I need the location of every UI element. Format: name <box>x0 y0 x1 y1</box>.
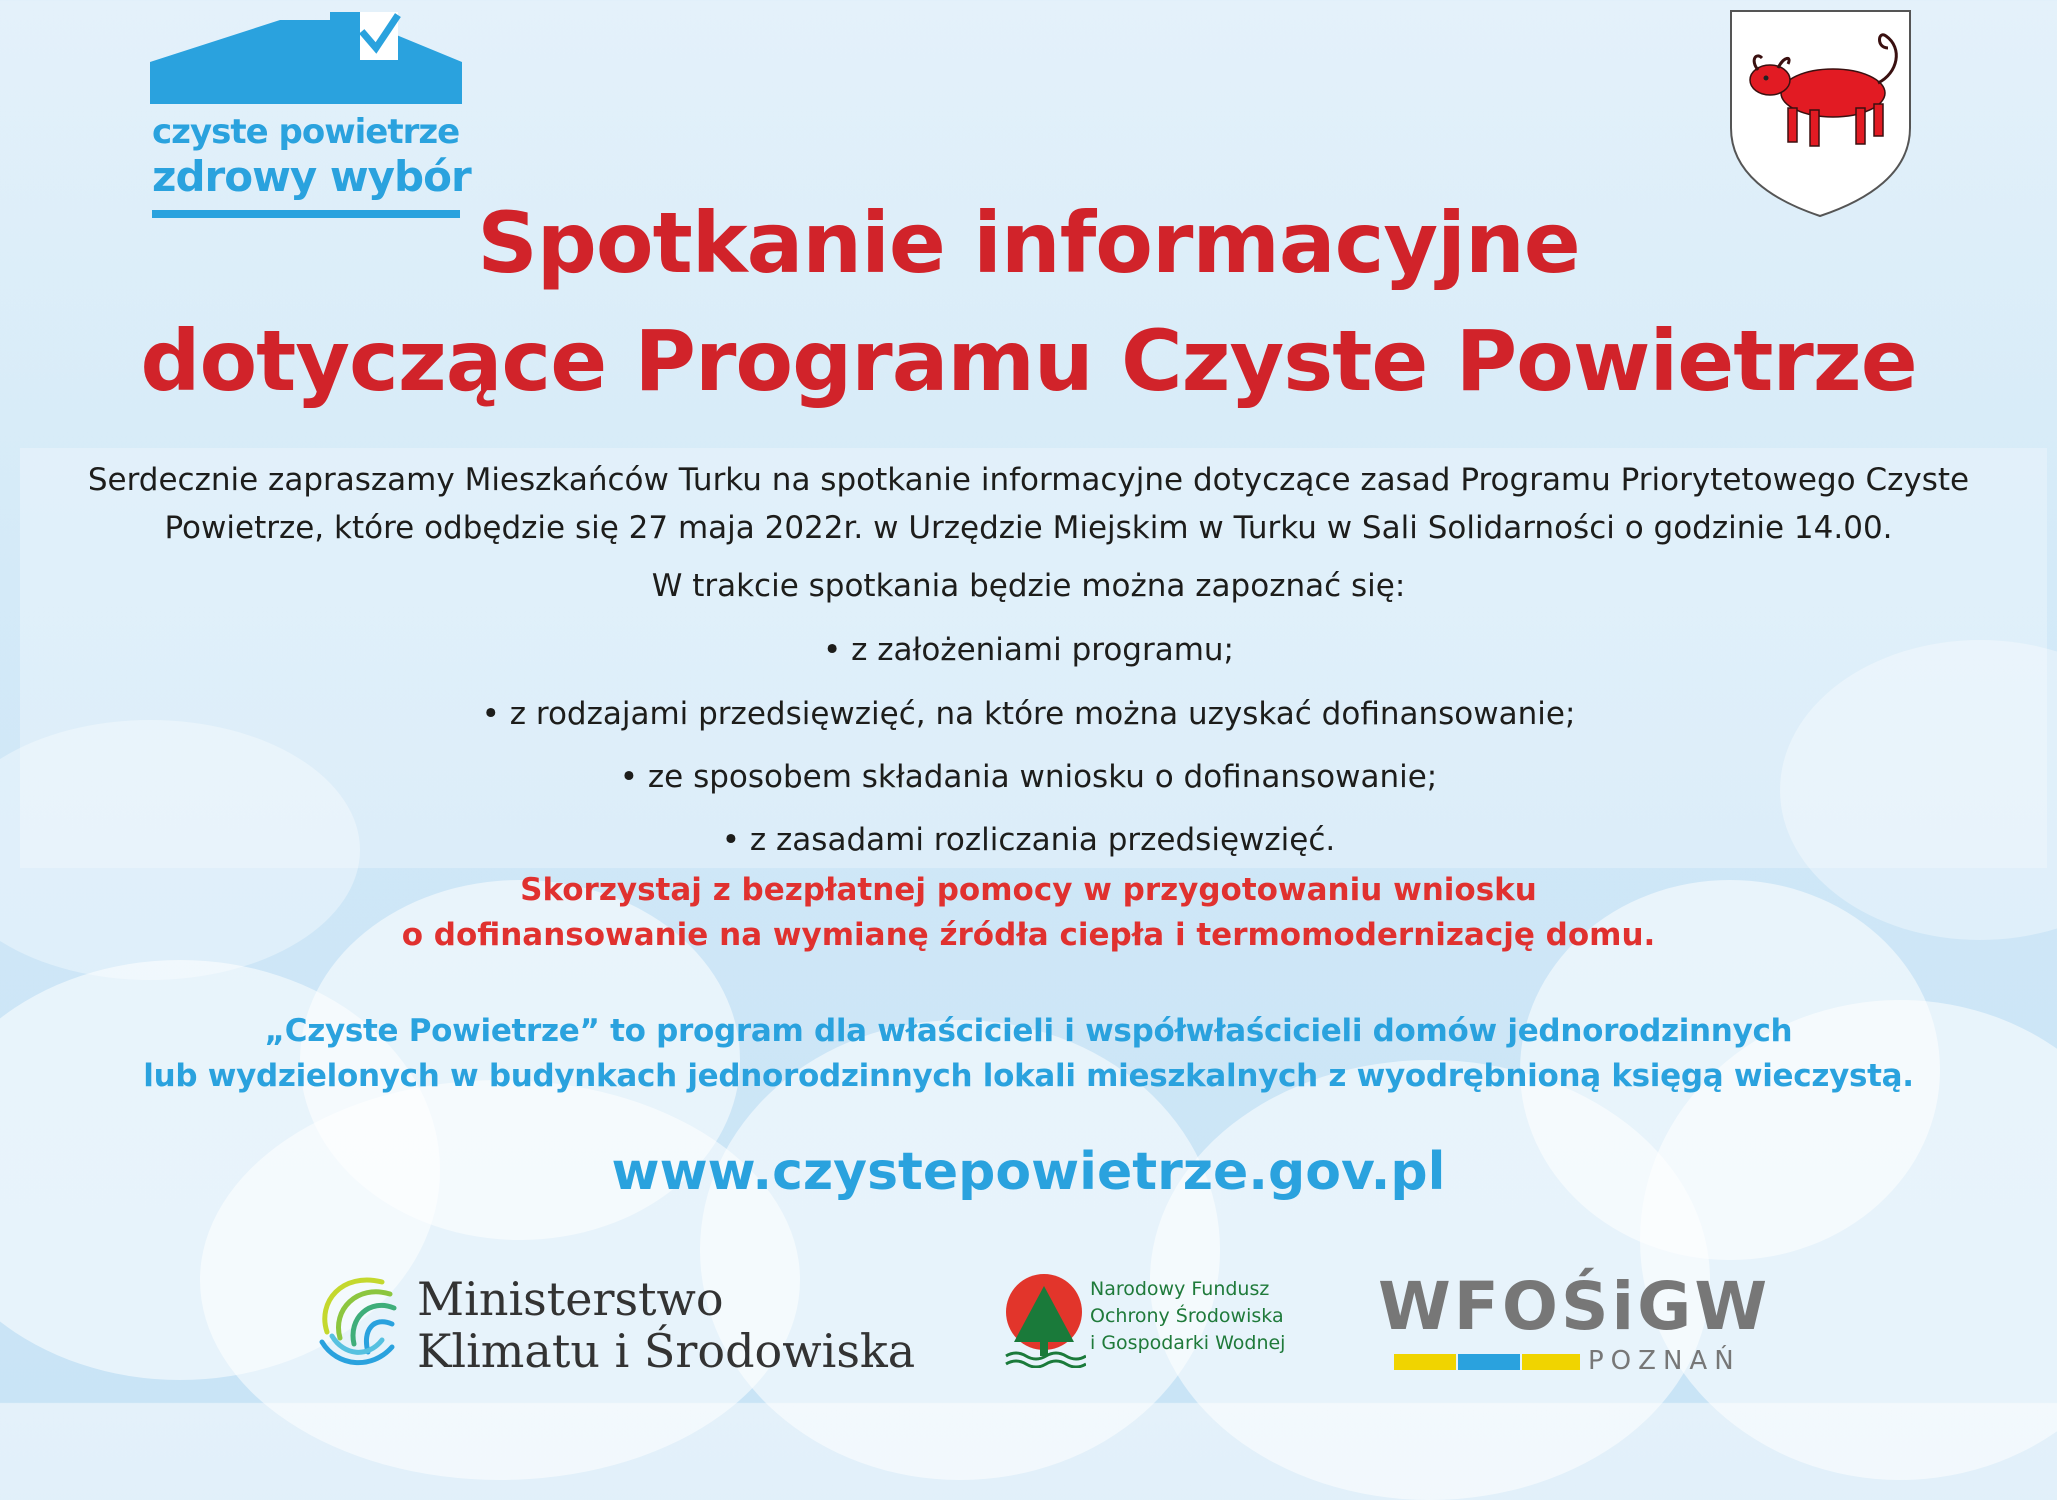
help-line-1: Skorzystaj z bezpłatnej pomocy w przygotowaniu wniosku <box>520 872 1537 908</box>
wfosigw-logo <box>1378 1268 1771 1383</box>
ministry-logo <box>312 1268 932 1378</box>
logo-line-2: zdrowy wybór <box>152 152 471 201</box>
bullet-item: • ze sposobem składania wniosku o dofinansowanie; <box>619 759 1438 795</box>
logo-line-1: czyste powietrze <box>152 112 460 152</box>
wfosigw-bar-yellow <box>1394 1354 1456 1370</box>
page-title-line-2: dotyczące Programu Czyste Powietrze <box>140 312 1917 410</box>
bullet-item: • z zasadami rozliczania przedsięwzięć. <box>721 822 1336 858</box>
nfosigw-logo <box>1002 1270 1302 1370</box>
lead-text: W trakcie spotkania będzie można zapoznać się: <box>651 568 1406 604</box>
intro-line-1: Serdecznie zapraszamy Mieszkańców Turku na spotkanie informacyjne dotyczące zasad Programu Priorytetowego Czyste <box>87 462 1970 498</box>
house-check-icon <box>150 12 462 112</box>
intro-line-2: Powietrze, które odbędzie się 27 maja 2022r. w Urzędzie Miejskim w Turku w Sali Solidarności o godzinie 14.00. <box>164 510 1893 546</box>
wfosigw-bar-yellow <box>1522 1354 1580 1370</box>
tree-icon <box>1002 1272 1086 1368</box>
wfosigw-bar-blue <box>1458 1354 1520 1370</box>
bullet-item: • z rodzajami przedsięwzięć, na które można uzyskać dofinansowanie; <box>481 696 1576 732</box>
nfosigw-name-line-1: Narodowy Fundusz <box>1090 1278 1270 1300</box>
nfosigw-name-line-2: Ochrony Środowiska <box>1090 1305 1284 1327</box>
czyste-powietrze-logo <box>150 12 471 218</box>
bullet-item: • z założeniami programu; <box>823 632 1234 668</box>
nfosigw-name-line-3: i Gospodarki Wodnej <box>1090 1332 1286 1354</box>
help-line-2: o dofinansowanie na wymianę źródła ciepła i termomodernizację domu. <box>401 917 1656 953</box>
wfosigw-city: POZNAŃ <box>1588 1346 1741 1376</box>
ministry-name-line-2: Klimatu i Środowiska <box>417 1324 916 1378</box>
program-info-line-2: lub wydzielonych w budynkach jednorodzinnych lokali mieszkalnych z wyodrębnioną księgą wieczystą. <box>143 1058 1914 1094</box>
swirl-icon <box>312 1272 402 1372</box>
website-link[interactable]: www.czystepowietrze.gov.pl <box>611 1142 1446 1202</box>
ministry-name-line-1: Ministerstwo <box>417 1272 724 1326</box>
page-title-line-1: Spotkanie informacyjne <box>477 194 1580 292</box>
coat-of-arms-bull-icon <box>1728 8 1913 218</box>
program-info-line-1: „Czyste Powietrze” to program dla właścicieli i współwłaścicieli domów jednorodzinnych <box>264 1013 1793 1049</box>
wfosigw-name: WFOŚiGW <box>1378 1268 1771 1345</box>
